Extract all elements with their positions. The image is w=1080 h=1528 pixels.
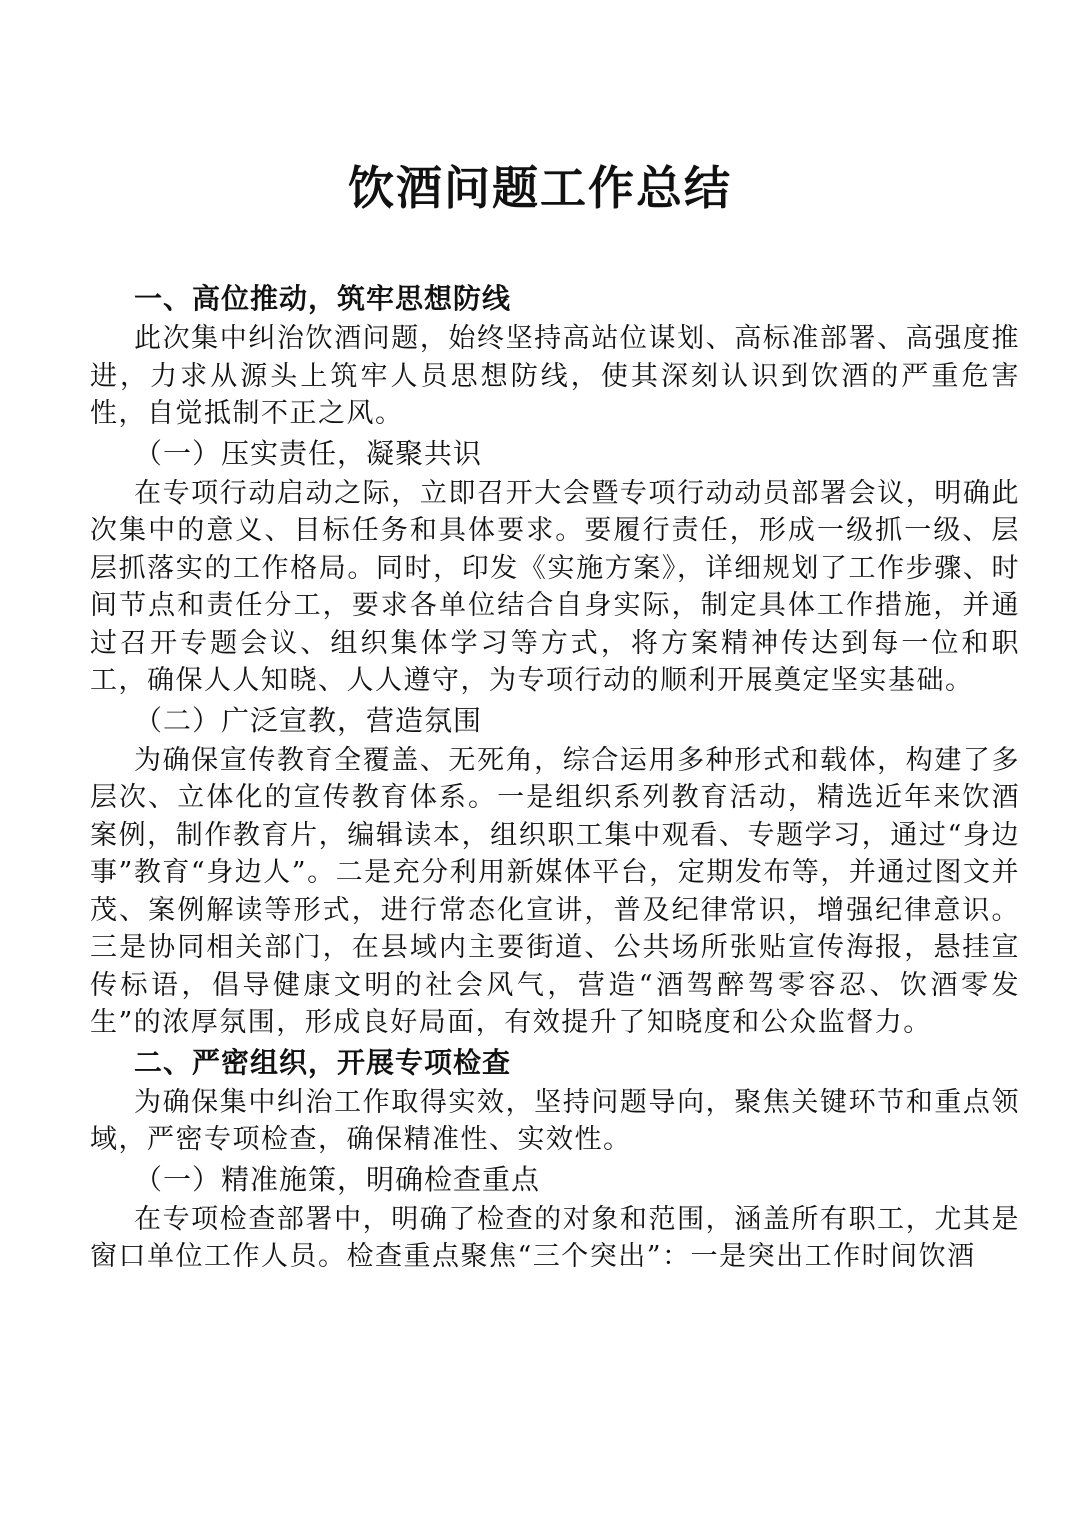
paragraph: 在专项行动启动之际，立即召开大会暨专项行动动员部署会议，明确此次集中的意义、目标任务和具体要求。要履行责任，形成一级抓一级、层层抓落实的工作格局。同时，印发《实施方案》，详细规划了工作步骤、时间节点和责任分工，要求各单位结合自身实际，制定具体工作措施，并通过召开专题会议、组织集体学习等方式，将方案精神传达到每一位和职工，确保人人知晓、人人遵守，为专项行动的顺利开展奠定坚实基础。 — [90, 477, 1020, 696]
subsection-heading: （一）精准施策，明确检查重点 — [134, 1162, 541, 1196]
section-heading-2: 二、严密组织，开展专项检查 — [134, 1045, 512, 1079]
subsection-heading: （一）压实责任，凝聚共识 — [134, 436, 483, 470]
section-heading-1: 一、高位推动，筑牢思想防线 — [134, 282, 512, 315]
subsection-heading: （二）广泛宣教，营造氛围 — [134, 703, 483, 737]
paragraph: 为确保宣传教育全覆盖、无死角，综合运用多种形式和载体，构建了多层次、立体化的宣传教育体系。一是组织系列教育活动，精选近年来饮酒案例，制作教育片，编辑读本，组织职工集中观看、专题学习，通过“身边事”教育“身边人”。二是充分利用新媒体平台，定期发布等，并通过图文并茂、案例解读等形式，进行常态化宣讲，普及纪律常识，增强纪律意识。三是协同相关部门，在县域内主要街道、公共场所张贴宣传海报，悬挂宣传标语，倡导健康文明的社会风气，营造“酒驾醉驾零容忍、饮酒零发生”的浓厚氛围，形成良好局面，有效提升了知晓度和公众监督力。 — [90, 744, 1020, 1038]
paragraph: 此次集中纠治饮酒问题，始终坚持高站位谋划、高标准部署、高强度推进，力求从源头上筑牢人员思想防线，使其深刻认识到饮酒的严重危害性，自觉抵制不正之风。 — [90, 323, 1020, 429]
document-title: 饮酒问题工作总结 — [348, 161, 732, 215]
paragraph: 为确保集中纠治工作取得实效，坚持问题导向，聚焦关键环节和重点领域，严密专项检查，确保精准性、实效性。 — [90, 1086, 1020, 1155]
document-body — [90, 280, 1020, 1278]
paragraph: 在专项检查部署中，明确了检查的对象和范围，涵盖所有职工，尤其是窗口单位工作人员。检查重点聚焦“三个突出”：一是突出工作时间饮酒 — [90, 1203, 1020, 1272]
